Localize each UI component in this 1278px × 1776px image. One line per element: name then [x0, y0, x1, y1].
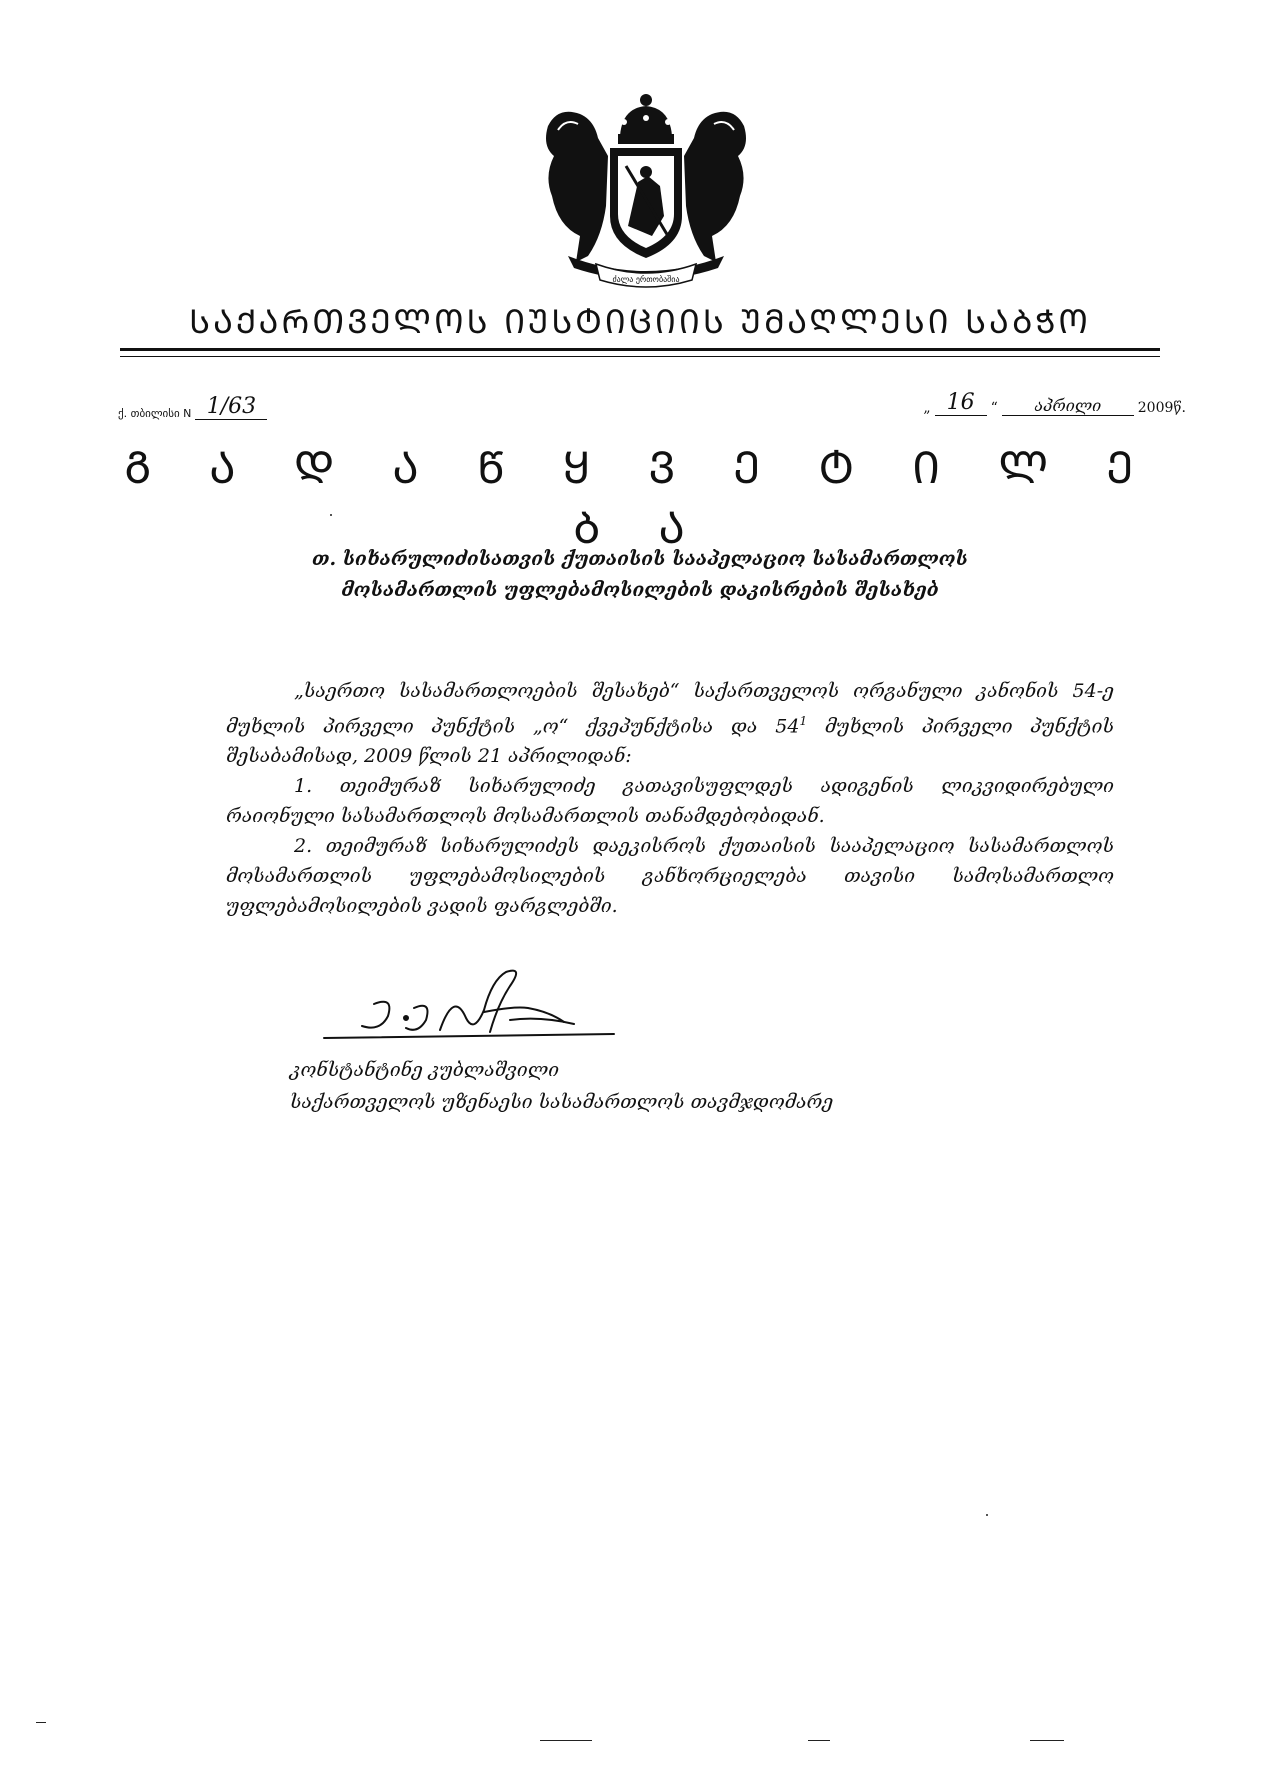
- date-open-quote: „: [923, 400, 931, 416]
- institution-name: ᲡᲐᲥᲐᲠᲗᲕᲔᲚᲝᲡ ᲘᲣᲡᲢᲘᲪᲘᲘᲡ ᲣᲛᲐᲦᲚᲔᲡᲘ ᲡᲐᲑᲭᲝ: [189, 302, 1091, 341]
- document-body: [226, 676, 1114, 921]
- scan-mark: [36, 1722, 46, 1723]
- date-year: 2009წ.: [1137, 400, 1186, 416]
- document-number: [118, 394, 267, 420]
- intro-superscript: 1: [799, 714, 808, 728]
- scan-mark: [540, 1740, 592, 1741]
- intro-text-a: „საერთო სასამართლოების შესახებ“ საქართველოს ორგანული კანონის 54-ე მუხლის პირველი პუნქტის „ო“ ქვეპუნქტისა და 54: [226, 680, 1114, 738]
- handwritten-signature: [314, 960, 634, 1060]
- scan-speck: [330, 514, 332, 516]
- scan-speck: [986, 1514, 988, 1516]
- signer-block: [290, 1054, 833, 1118]
- decision-item-1: 1. თეიმურაზ სიხარულიძე გათავისუფლდეს ადიგენის ლიკვიდირებული რაიონული სასამართლოს მოსამართლის თანამდებობიდან.: [226, 775, 1114, 828]
- intro-text-b: მუხლის პირველი პუნქტის შესაბამისად, 2009 წლის 21 აპრილიდან:: [226, 715, 1114, 768]
- intro-paragraph: [226, 676, 1114, 771]
- document-subject: [150, 544, 1130, 606]
- header-rule-thick: [120, 348, 1160, 351]
- document-type-title: Გ Ა Დ Ა Წ Ყ Ვ Ე Ტ Ი Ლ Ე Ბ Ა: [124, 443, 1156, 554]
- signer-name: კონსტანტინე კუბლაშვილი: [290, 1059, 560, 1081]
- decision-item-2: 2. თეიმურაზ სიხარულიძეს დაეკისროს ქუთაისის სააპელაციო სასამართლოს მოსამართლის უფლებამოსილების განხორციელება თავისი სამოსამართლო უფლებამოსილების ვადის ფარგლებში.: [226, 835, 1114, 918]
- subject-line-2: მოსამართლის უფლებამოსილების დაკისრების შესახებ: [341, 579, 939, 601]
- date-day: 16: [935, 390, 987, 416]
- scan-mark: [1030, 1740, 1064, 1741]
- number-value: 1/63: [195, 394, 267, 420]
- number-label: ქ. თბილისი N: [118, 407, 192, 420]
- date-month: აპრილი: [1002, 396, 1134, 416]
- date-close-quote: “: [990, 400, 998, 416]
- signer-title: საქართველოს უზენაესი სასამართლოს თავმჯდომარე: [290, 1091, 834, 1113]
- scan-mark: [808, 1740, 830, 1741]
- header-rule-thin: [120, 356, 1160, 357]
- document-date: [923, 390, 1186, 416]
- svg-text:ძალა ერთობაშია: ძალა ერთობაშია: [612, 275, 680, 284]
- coat-of-arms-emblem: [528, 86, 764, 292]
- subject-line-1: თ. სიხარულიძისათვის ქუთაისის სააპელაციო სასამართლოს: [312, 548, 968, 570]
